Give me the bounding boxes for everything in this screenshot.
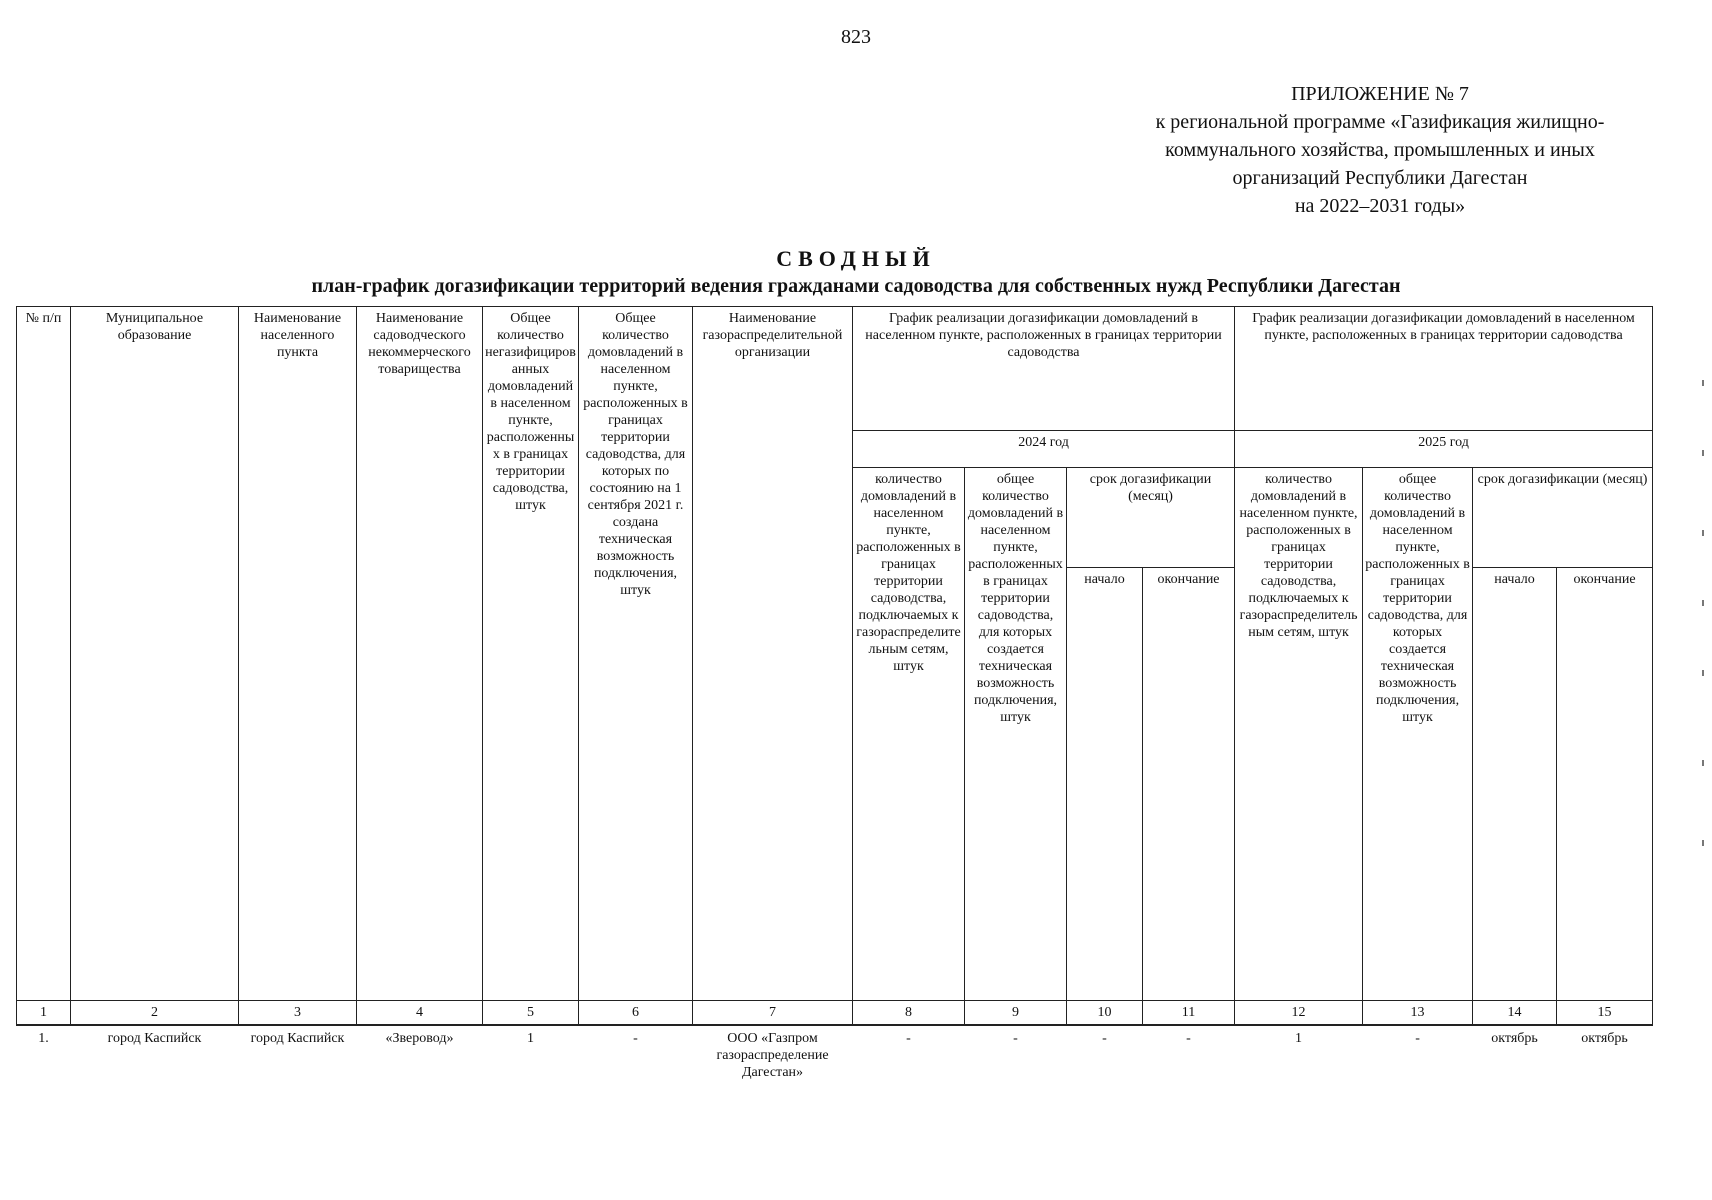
header-cell: срок догазификации (месяц) <box>1473 468 1653 568</box>
table-row <box>17 1025 1653 1084</box>
column-number: 11 <box>1143 1001 1235 1026</box>
column-number-row <box>17 1001 1653 1026</box>
header-cell: срок догазификации (месяц) <box>1067 468 1235 568</box>
column-number: 3 <box>239 1001 357 1026</box>
header-cell: количество домовладений в населенном пункте, расположенных в границах территории садоводства, подключаемых к газораспределительным сетям, штук <box>853 468 965 1001</box>
schedule-table <box>16 306 1653 1084</box>
header-cell: № п/п <box>17 307 71 1001</box>
column-number: 9 <box>965 1001 1067 1026</box>
column-number: 10 <box>1067 1001 1143 1026</box>
cell-settlement: город Каспийск <box>239 1025 357 1084</box>
cell-2024-end: - <box>1143 1025 1235 1084</box>
appendix-line: к региональной программе «Газификация жилищно- <box>1155 111 1605 133</box>
column-number: 13 <box>1363 1001 1473 1026</box>
column-number: 14 <box>1473 1001 1557 1026</box>
column-number: 8 <box>853 1001 965 1026</box>
header-cell: начало <box>1067 568 1143 1001</box>
cell-ungasified-count: 1 <box>483 1025 579 1084</box>
appendix-line: коммунального хозяйства, промышленных и иных <box>1165 139 1595 161</box>
header-group-cell: График реализации догазификации домовладений в населенном пункте, расположенных в границах территории садоводства <box>853 307 1235 431</box>
header-cell: Наименование населенного пункта <box>239 307 357 1001</box>
header-cell: начало <box>1473 568 1557 1001</box>
cell-2025-start: октябрь <box>1473 1025 1557 1084</box>
cell-number: 1. <box>17 1025 71 1084</box>
column-number: 1 <box>17 1001 71 1026</box>
header-row <box>17 307 1653 431</box>
year-cell: 2024 год <box>853 431 1235 468</box>
column-number: 6 <box>579 1001 693 1026</box>
cell-2024-connected: - <box>853 1025 965 1084</box>
header-cell: окончание <box>1557 568 1653 1001</box>
cell-municipality: город Каспийск <box>71 1025 239 1084</box>
header-cell: количество домовладений в населенном пункте, расположенных в границах территории садоводства, подключаемых к газораспределительным сетям, штук <box>1235 468 1363 1001</box>
document-title: СВОДНЫЙ <box>776 246 936 271</box>
cell-2024-capability: - <box>965 1025 1067 1084</box>
cell-gas-organization: ООО «Газпром газораспределение Дагестан» <box>693 1025 853 1084</box>
column-number: 2 <box>71 1001 239 1026</box>
cell-partnership: «Зверовод» <box>357 1025 483 1084</box>
column-number: 7 <box>693 1001 853 1026</box>
header-cell: окончание <box>1143 568 1235 1001</box>
scan-edge-marks <box>1700 340 1706 940</box>
appendix-line: на 2022–2031 годы» <box>1294 195 1466 217</box>
cell-2025-end: октябрь <box>1557 1025 1653 1084</box>
header-cell: общее количество домовладений в населенном пункте, расположенных в границах территории садоводства, для которых создается техническая возможность подключения, штук <box>1363 468 1473 1001</box>
cell-2024-start: - <box>1067 1025 1143 1084</box>
cell-2025-connected: 1 <box>1235 1025 1363 1084</box>
page-number: 823 <box>841 26 871 48</box>
header-cell: Общее количество домовладений в населенном пункте, расположенных в границах территории садоводства, для которых по состоянию на 1 сентября 2021 г. создана техническая возможность подключения, штук <box>579 307 693 1001</box>
column-number: 15 <box>1557 1001 1653 1026</box>
appendix-line: ПРИЛОЖЕНИЕ № 7 <box>1291 83 1469 105</box>
header-cell: Наименование газораспределительной организации <box>693 307 853 1001</box>
appendix-heading <box>1080 80 1680 220</box>
cell-2025-capability: - <box>1363 1025 1473 1084</box>
cell-connectable-count: - <box>579 1025 693 1084</box>
appendix-line: организаций Республики Дагестан <box>1232 167 1528 189</box>
header-cell: Общее количество негазифицированных домовладений в населенном пункте, расположенных в границах территории садоводства, штук <box>483 307 579 1001</box>
document-subtitle: план-график догазификации территорий ведения гражданами садоводства для собственных нужд Республики Дагестан <box>311 275 1401 297</box>
header-group-cell: График реализации догазификации домовладений в населенном пункте, расположенных в границах территории садоводства <box>1235 307 1653 431</box>
header-cell: Наименование садоводческого некоммерческого товарищества <box>357 307 483 1001</box>
header-cell: Муниципальное образование <box>71 307 239 1001</box>
header-cell: общее количество домовладений в населенном пункте, расположенных в границах территории садоводства, для которых создается техническая возможность подключения, штук <box>965 468 1067 1001</box>
column-number: 5 <box>483 1001 579 1026</box>
year-cell: 2025 год <box>1235 431 1653 468</box>
column-number: 4 <box>357 1001 483 1026</box>
column-number: 12 <box>1235 1001 1363 1026</box>
